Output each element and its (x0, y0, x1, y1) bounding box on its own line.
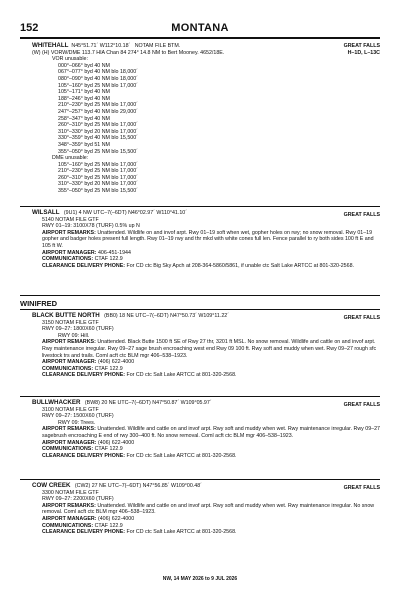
clearance-text: For CD ctc Salt Lake ARTCC at 801-320-2568. (126, 452, 237, 459)
comm-label: COMMUNICATIONS: (42, 446, 94, 453)
dme-item: 260°–310° byd 25 NM blo 17,000´ (58, 174, 138, 181)
black-butte-region: GREAT FALLS (343, 315, 380, 321)
remarks-text: Unattended. Wildlife and cattle on and invof arpt. Rwy soft and muddy when wet. Rwy maintenance irregular. Rwy 09–27 sagebrush encroaching E end of rwy 300–400 ft. No snow removal. Coml acft ctc BLM mgr 406–538–1923. (42, 426, 380, 439)
bullwhacker-header (32, 400, 380, 407)
clearance-label: CLEARANCE DELIVERY PHONE: (42, 262, 125, 269)
runway: RWY 09–27: 1800X60 (TURF) (42, 326, 114, 333)
cow-creek-entry (32, 483, 380, 536)
elevation: 3100 NOTAM FILE GTF (42, 406, 99, 413)
dme-item: 105°–160° byd 25 NM blo 17,000´ (58, 161, 138, 168)
header-details: (BW8) 20 NE UTC–7(–6DT) N47°50.87´ W109°05.97´ (84, 400, 212, 406)
divider (20, 396, 380, 397)
remarks-label: AIRPORT REMARKS: (42, 502, 96, 509)
manager-label: AIRPORT MANAGER: (42, 249, 97, 256)
whitehall-region (344, 43, 380, 56)
clearance-text: For CD ctc Big Sky Apch at 208-364-5860/5861, if unable ctc Salt Lake ARTCC at 801-320-2568. (126, 262, 354, 269)
comm-text: CTAF 122.9 (94, 446, 123, 453)
airport-name: BLACK BUTTE NORTH (32, 312, 100, 319)
runway: RWY 09–27: 2200X60 (TURF) (42, 496, 114, 503)
vor-item: 260°–310° byd 25 NM blo 17,000´ (58, 122, 138, 129)
vor-item: 330°–359° byd 40 NM blo 15,500´ (58, 135, 138, 142)
airport-manager (32, 359, 380, 366)
vor-item: 080°–090° byd 40 NM blo 18,000´ (58, 75, 138, 82)
airport-remarks (32, 339, 380, 359)
runway: RWY 01–19: 3100X78 (TURF) 0.5% up N (42, 223, 140, 230)
runway: RWY 09–27: 1500X60 (TURF) (42, 413, 114, 420)
manager-label: AIRPORT MANAGER: (42, 515, 97, 522)
comm-text: CTAF 122.9 (94, 365, 123, 372)
remarks-label: AIRPORT REMARKS: (42, 229, 96, 236)
header-details: (CW2) 27 NE UTC–7(–6DT) N47°56.85´ W109°00.48´ (74, 483, 202, 489)
bullwhacker-entry (32, 400, 380, 459)
airport-remarks (32, 503, 380, 516)
region-label: GREAT FALLS (343, 43, 380, 49)
cow-creek-header (32, 483, 380, 490)
vor-item: 000°–066° byd 40 NM (58, 62, 110, 69)
communications (32, 256, 380, 263)
runway-sub: RWY 09: Hill. (58, 332, 90, 339)
vor-item: 105°–160° byd 25 NM blo 17,000´ (58, 82, 138, 89)
comm-label: COMMUNICATIONS: (42, 256, 94, 263)
comm-label: COMMUNICATIONS: (42, 522, 94, 529)
clearance-text: For CD ctc Salt Lake ARTCC at 801-320-2568. (126, 529, 237, 536)
clearance-delivery (32, 372, 380, 379)
divider (20, 309, 380, 310)
vor-item: 310°–330° byd 20 NM blo 17,000´ (58, 128, 138, 135)
comm-text: CTAF 122.9 (94, 256, 123, 263)
cow-creek-region: GREAT FALLS (343, 485, 380, 491)
manager-text: 406-451-1944 (97, 249, 131, 256)
black-butte-entry (32, 313, 380, 379)
manager-label: AIRPORT MANAGER: (42, 439, 97, 446)
page-header (20, 20, 380, 34)
dme-unusable-label: DME unusable: (52, 155, 89, 162)
airport-manager (32, 440, 380, 447)
wilsall-region: GREAT FALLS (343, 212, 380, 218)
header-details: (9U1) 4 NW UTC–7(–6DT) N46°02.97´ W110°41.10´ (63, 210, 187, 216)
airport-remarks (32, 426, 380, 439)
vor-item: 210°–230° byd 25 NM blo 17,000´ (58, 102, 138, 109)
header-rule (20, 37, 380, 39)
comm-text: CTAF 122.9 (94, 522, 123, 529)
manager-text: (406) 622-4000 (97, 439, 135, 446)
wilsall-entry (32, 210, 380, 269)
manager-text: (406) 622-4000 (97, 515, 135, 522)
remarks-text: Unattended. Wildlife on and invof arpt. Rwy 01–19 soft when wet, gopher holes on rwy; no snow removal. Rwy 01–19 gopher and badger holes present full length. Rwy 01–19 rwy and thr mkd with white cones full len. Fence parallel to ry both sides 100 ft E and 105 ft W. (42, 229, 374, 249)
vor-unusable-list (32, 63, 380, 155)
vor-item: 348°–359° byd 51 NM (58, 141, 110, 148)
clearance-delivery (32, 263, 380, 270)
remarks-label: AIRPORT REMARKS: (42, 426, 96, 433)
divider (20, 295, 380, 296)
header-details: (BB0) 18 NE UTC–7(–6DT) N47°50.73´ W109°11.22´ (104, 313, 229, 319)
vor-item: 247°–257° byd 40 NM blo 29,000´ (58, 108, 138, 115)
vor-item: 188°–246° byd 40 NM (58, 95, 110, 102)
wilsall-header (32, 210, 380, 217)
bullwhacker-region: GREAT FALLS (343, 402, 380, 408)
remarks-text: Unattended. Black Butte 1500 ft SE of Rwy 27 thr, 3201 ft MSL. No snow removal. Wildlife and cattle on and invof arpt. Rwy maintenance irregular. Rwy 09–27 sage brush encroaching west end Rwy 09 100 ft. Rwy soft and muddy when wet. Rwy 09–27 rough sfc livestock trs and trails. Coml acft ctc BLM mgr 406–538–1923. (42, 339, 377, 359)
city-heading: WINIFRED (20, 299, 58, 308)
vor-item: 105°–171° byd 40 NM (58, 89, 110, 96)
chart-label: H–1D, L–13C (347, 49, 380, 56)
dme-unusable-list (32, 162, 380, 195)
vor-item: 355°–050° byd 25 NM blo 15,500´ (58, 148, 138, 155)
comm-label: COMMUNICATIONS: (42, 365, 94, 372)
clearance-delivery (32, 529, 380, 536)
divider (20, 479, 380, 480)
communications (32, 366, 380, 373)
black-butte-header (32, 313, 380, 320)
whitehall-entry (32, 43, 380, 195)
dme-item: 355°–050° byd 25 NM blo 15,500´ (58, 188, 138, 195)
state-title: MONTANA (171, 22, 229, 34)
airport-name: BULLWHACKER (32, 399, 81, 406)
clearance-label: CLEARANCE DELIVERY PHONE: (42, 372, 125, 379)
coords: N45°51.71´ W112°10.18´ (71, 43, 131, 49)
dme-item: 210°–230° byd 25 NM blo 17,000´ (58, 168, 138, 175)
clearance-delivery (32, 453, 380, 460)
airport-manager (32, 516, 380, 523)
vor-item: 067°–077° byd 40 NM blo 18,000´ (58, 69, 138, 76)
communications (32, 446, 380, 453)
communications (32, 523, 380, 530)
airport-manager (32, 250, 380, 257)
vor-line: (W) (H) VORW/DME 113.7 HIA Chan 84 274° 14.8 NM to Bert Mooney. 4652/18E. (32, 49, 225, 56)
airport-remarks (32, 230, 380, 250)
manager-text: (406) 622-4000 (97, 359, 135, 366)
dme-item: 310°–330° byd 20 NM blo 17,000´ (58, 181, 138, 188)
clearance-label: CLEARANCE DELIVERY PHONE: (42, 529, 125, 536)
elevation: 3300 NOTAM FILE GTF (42, 489, 99, 496)
whitehall-header (32, 43, 380, 50)
clearance-text: For CD ctc Salt Lake ARTCC at 801-320-2568. (126, 372, 237, 379)
page-footer: NW, 14 MAY 2026 to 9 JUL 2026 (162, 576, 238, 582)
remarks-text: Unattended. Wildlife and cattle on and invof arpt. Rwy soft and muddy when wet. Rwy maintenance irregular. No snow removal. Coml acft ctc BLM mgr 406–538–1923. (42, 502, 375, 516)
vor-item: 258°–347° byd 40 NM (58, 115, 110, 122)
airport-name: COW CREEK (32, 482, 71, 489)
runway-sub: RWY 09: Trees. (58, 419, 96, 426)
manager-label: AIRPORT MANAGER: (42, 359, 97, 366)
vor-unusable-label: VOR unusable: (52, 56, 88, 63)
remarks-label: AIRPORT REMARKS: (42, 339, 96, 346)
divider (20, 206, 380, 207)
elevation: 3150 NOTAM FILE GTF (42, 319, 99, 326)
airport-name: WILSALL (32, 209, 60, 216)
clearance-label: CLEARANCE DELIVERY PHONE: (42, 452, 125, 459)
notam: NOTAM FILE BTM. (134, 43, 181, 49)
airport-name: WHITEHALL (32, 42, 69, 49)
page-number: 152 (20, 22, 39, 34)
elevation: 5140 NOTAM FILE GTF (42, 216, 99, 223)
